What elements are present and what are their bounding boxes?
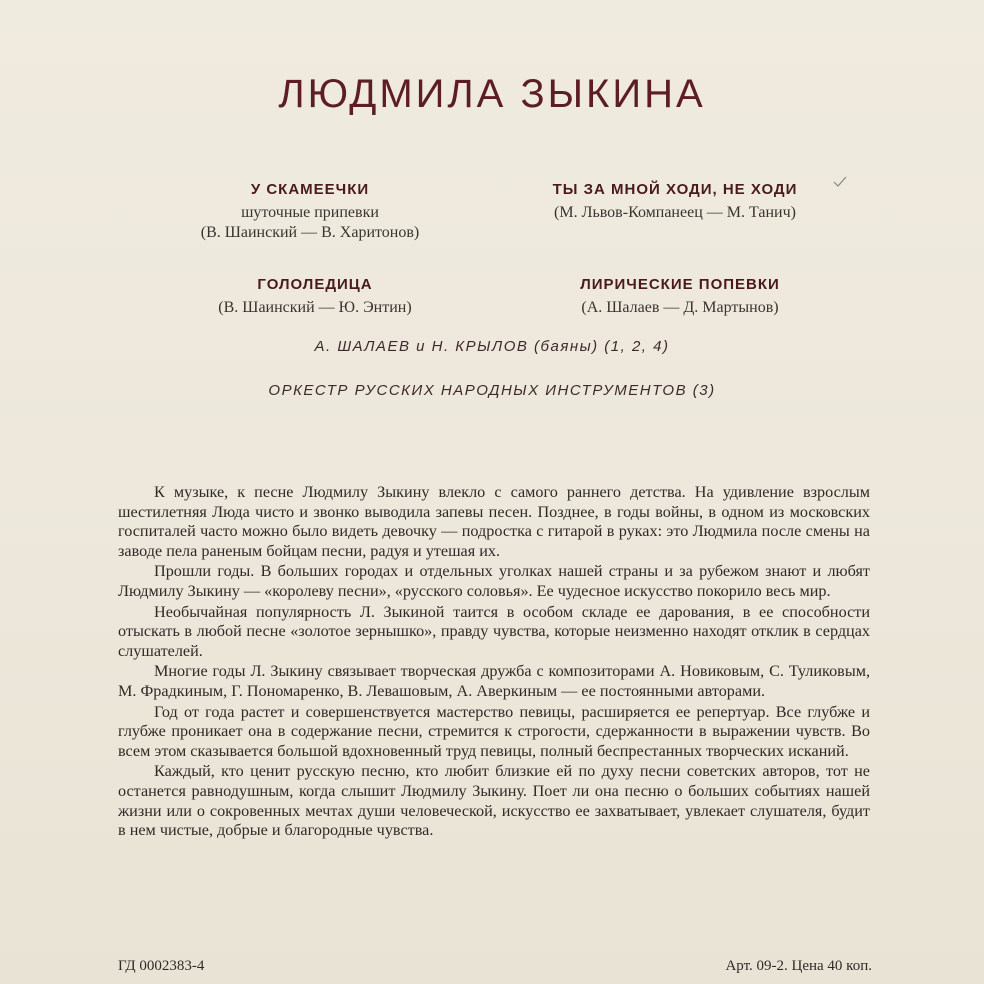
paragraph: Многие годы Л. Зыкину связывает творческая дружба с композиторами А. Новиковым, С. Туликовым, М. Фрадкиным, Г. Пономаренко, В. Левашовым, А. Аверкиным — ее постоянными авторами. bbox=[118, 662, 870, 700]
song-1 bbox=[170, 181, 450, 242]
credit-orchestra: ОРКЕСТР РУССКИХ НАРОДНЫХ ИНСТРУМЕНТОВ (3) bbox=[268, 382, 716, 399]
paragraph: Каждый, кто ценит русскую песню, кто любит близкие ей по духу песни советских авторов, тот не останется равнодушным, когда слышит Людмилу Зыкину. Поет ли она песню о больших событиях нашей жизни или о сокровенных мечтах души человеческой, искусство ее захватывает, увлекает слушателя, будит в нем чистые, добрые и благородные чувства. bbox=[118, 762, 870, 840]
song-title: ГОЛОЛЕДИЦА bbox=[257, 276, 373, 293]
song-4 bbox=[520, 276, 840, 317]
paragraph: Необычайная популярность Л. Зыкиной таится в особом складе ее дарования, в ее способности отыскать в любой песне «золотое зернышко», правду чувства, которые неизменно находят отклик в сердцах слушателей. bbox=[118, 602, 870, 660]
catalog-number: ГД 0002383-4 bbox=[118, 958, 205, 974]
song-authors: (В. Шаинский — Ю. Энтин) bbox=[218, 299, 412, 316]
paragraph: Прошли годы. В больших городах и отдельных уголках нашей страны и за рубежом знают и любят Людмилу Зыкину — «королеву песни», «русского соловья». Ее чудесное искусство покорило весь мир. bbox=[118, 562, 870, 600]
artist-title: ЛЮДМИЛА ЗЫКИНА bbox=[278, 72, 706, 116]
song-title: ЛИРИЧЕСКИЕ ПОПЕВКИ bbox=[580, 276, 780, 293]
song-3 bbox=[170, 276, 460, 317]
pencil-tick-icon bbox=[833, 176, 847, 188]
song-title: У СКАМЕЕЧКИ bbox=[250, 181, 370, 198]
paragraph: К музыке, к песне Людмилу Зыкину влекло с самого раннего детства. На удивление взрослым шестилетняя Люда чисто и звонко выводила запевы песен. Позднее, в годы войны, в одном из московских госпиталей часто можно было видеть девочку — подростка с гитарой в руках: это Людмила после смены на заводе пела раненым бойцам песни, радуя и утешая их. bbox=[118, 483, 870, 560]
liner-notes bbox=[118, 483, 870, 842]
song-2 bbox=[505, 181, 845, 222]
song-authors: (М. Львов-Компанеец — М. Танич) bbox=[554, 204, 796, 221]
paragraph: Год от года растет и совершенствуется мастерство певицы, расширяется ее репертуар. Все глубже и глубже проникает она в содержание песни, стремится к строгости, сдержанности в выражении чувств. Во всем этом сказывается большой вдохновенный труд певицы, полный беспрестанных творческих исканий. bbox=[118, 702, 870, 760]
price-label: Арт. 09-2. Цена 40 коп. bbox=[725, 958, 872, 974]
song-subtitle: шуточные припевки bbox=[241, 204, 379, 221]
song-authors: (А. Шалаев — Д. Мартынов) bbox=[581, 299, 779, 316]
credit-bayans: А. ШАЛАЕВ и Н. КРЫЛОВ (баяны) (1, 2, 4) bbox=[314, 338, 670, 355]
song-title: ТЫ ЗА МНОЙ ХОДИ, НЕ ХОДИ bbox=[552, 181, 798, 198]
song-authors: (В. Шаинский — В. Харитонов) bbox=[200, 224, 420, 241]
